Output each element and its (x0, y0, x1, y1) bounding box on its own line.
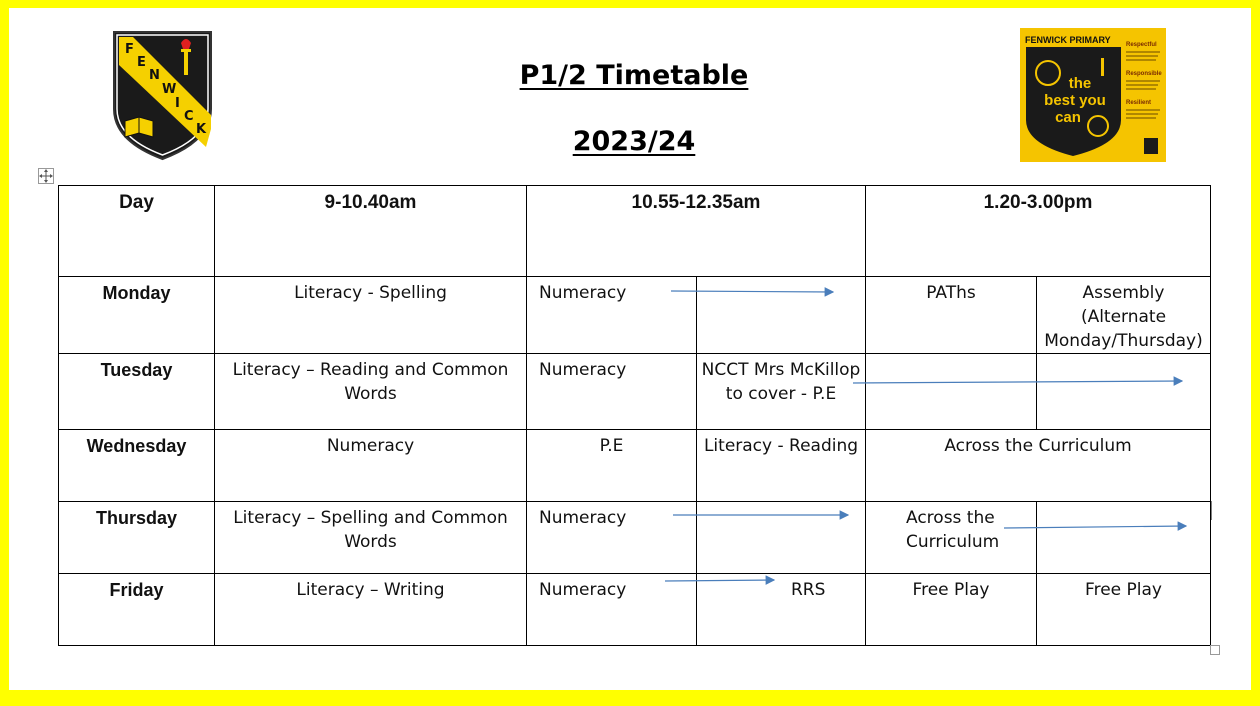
svg-text:Responsible: Responsible (1126, 71, 1162, 77)
table-cell: Literacy - Reading (697, 430, 866, 502)
svg-text:the: the (1068, 75, 1092, 92)
svg-text:FENWICK PRIMARY: FENWICK PRIMARY (1025, 35, 1111, 45)
table-cell: Free Play (1037, 574, 1211, 646)
table-move-handle[interactable] (38, 168, 54, 184)
table-cell: Numeracy (527, 354, 697, 430)
svg-text:C: C (184, 109, 194, 124)
table-cell: Numeracy (215, 430, 527, 502)
table-cell: Literacy - Spelling (215, 277, 527, 354)
header-session-1: 9-10.40am (215, 186, 527, 277)
day-cell: Wednesday (59, 430, 215, 502)
svg-text:Respectful: Respectful (1126, 42, 1157, 48)
table-cell: Numeracy (527, 502, 697, 574)
table-cell: NCCT Mrs McKillop to cover - P.E (697, 354, 866, 430)
header-day: Day (59, 186, 215, 277)
header-session-2: 10.55-12.35am (527, 186, 866, 277)
table-cell: Numeracy (527, 277, 697, 354)
table-cell: RRS (697, 574, 866, 646)
svg-text:E: E (137, 55, 146, 70)
svg-text:I: I (175, 96, 180, 111)
day-cell: Monday (59, 277, 215, 354)
table-cell (697, 502, 866, 574)
table-cell: Literacy – Reading and Common Words (215, 354, 527, 430)
svg-text:best you: best you (1044, 92, 1106, 109)
table-row (59, 277, 1211, 354)
timetable (58, 185, 1211, 646)
svg-text:N: N (149, 68, 160, 83)
day-cell: Tuesday (59, 354, 215, 430)
table-cell: Across the Curriculum (866, 502, 1037, 574)
table-cell: Literacy – Writing (215, 574, 527, 646)
svg-text:K: K (196, 122, 207, 137)
table-row (59, 354, 1211, 430)
page-title: P1/2 Timetable (519, 60, 749, 91)
table-cell: PAThs (866, 277, 1037, 354)
table-cell: P.E (527, 430, 697, 502)
table-cell: Numeracy (527, 574, 697, 646)
table-header-row (59, 186, 1211, 277)
table-cell: Free Play (866, 574, 1037, 646)
table-row (59, 502, 1211, 574)
svg-text:can: can (1055, 109, 1081, 126)
table-cell: Across the Curriculum (866, 430, 1211, 502)
table-cell: Literacy – Spelling and Common Words (215, 502, 527, 574)
table-cell (1037, 502, 1211, 574)
day-cell: Friday (59, 574, 215, 646)
move-icon (39, 169, 53, 183)
table-cell (866, 354, 1037, 430)
table-cell: Assembly (Alternate Monday/Thursday) (1037, 277, 1211, 354)
table-cell (1037, 354, 1211, 430)
day-cell: Thursday (59, 502, 215, 574)
svg-text:F: F (125, 42, 134, 57)
svg-text:Resilient: Resilient (1126, 100, 1152, 106)
svg-text:W: W (162, 82, 177, 97)
table-cell (697, 277, 866, 354)
school-year: 2023/24 (572, 126, 696, 157)
table-row (59, 430, 1211, 502)
table-resize-handle[interactable] (1210, 645, 1220, 655)
table-row (59, 574, 1211, 646)
header-session-3: 1.20-3.00pm (866, 186, 1211, 277)
